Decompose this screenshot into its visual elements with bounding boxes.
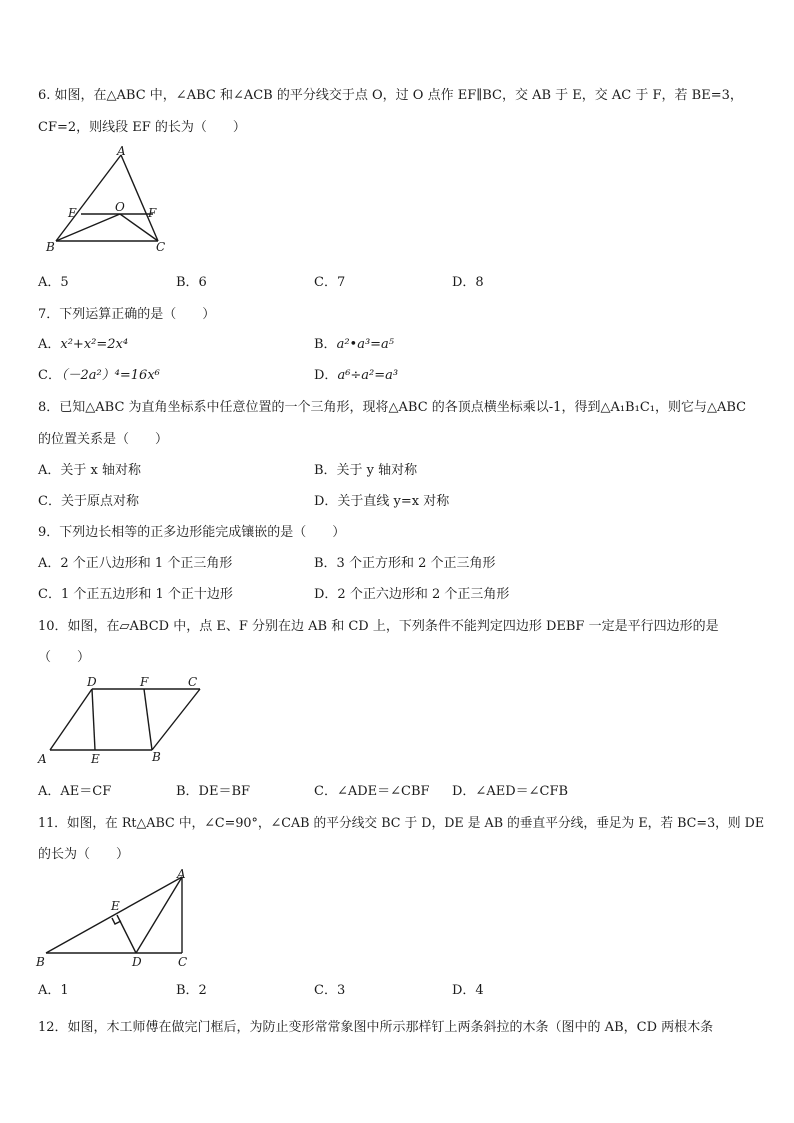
q8-option-a[interactable]: A．关于 x 轴对称 [38,463,141,478]
q6-stem-line2: CF=2，则线段 EF 的长为（ ） [38,120,246,135]
q6-triangle-figure [40,145,180,260]
q7-option-d-label: D． [314,368,338,383]
q10-option-a[interactable]: A．AE＝CF [38,784,112,799]
q11-label-d: D [132,955,142,969]
q7-option-a-label: A． [38,337,61,352]
q10-parallelogram-figure [32,672,212,767]
q10-option-b[interactable]: B．DE＝BF [176,784,251,799]
q10-option-c[interactable]: C．∠ADE＝∠CBF [314,784,430,799]
q10-label-b: B [152,750,161,764]
q10-stem-line1: 10．如图，在▱ABCD 中，点 E、F 分别在边 AB 和 CD 上，下列条件不能判定四边形 DEBF 一定是平行四边形的是 [38,619,719,634]
q10-label-e: E [91,752,100,766]
q6-label-c: C [156,240,166,254]
q11-stem-line1: 11．如图，在 Rt△ABC 中，∠C=90°，∠CAB 的平分线交 BC 于 D，DE 是 AB 的垂直平分线，垂足为 E，若 BC=3，则 DE [38,816,765,831]
q8-option-b[interactable]: B．关于 y 轴对称 [314,463,418,478]
q7-stem: 7．下列运算正确的是（ ） [38,307,216,322]
q6-stem-line1: 6. 如图，在△ABC 中，∠ABC 和∠ACB 的平分线交于点 O，过 O 点作 EF∥BC，交 AB 于 E，交 AC 于 F，若 BE=3， [38,88,743,103]
q8-option-c[interactable]: C．关于原点对称 [38,494,139,509]
q11-label-b: B [36,955,45,969]
q10-label-c: C [188,675,198,689]
q6-option-c[interactable]: C．7 [314,275,346,290]
q10-option-d[interactable]: D．∠AED＝∠CFB [452,784,569,799]
q10-stem-line2: （ ） [38,650,91,665]
q9-option-a[interactable]: A．2 个正八边形和 1 个正三角形 [38,556,233,571]
q6-label-b: B [46,240,55,254]
q11-stem-line2: 的长为（ ） [38,847,130,862]
q8-stem-line2: 的位置关系是（ ） [38,432,169,447]
q7-option-a[interactable] [38,333,128,352]
q11-option-b[interactable]: B．2 [176,983,207,998]
q7-option-d[interactable] [314,364,398,383]
q11-label-e: E [111,899,120,913]
q7-option-a-expr: x²+x²=2x⁴ [60,337,129,352]
q7-option-b-label: B． [314,337,337,352]
q9-option-c[interactable]: C．1 个正五边形和 1 个正十边形 [38,587,233,602]
q12-stem-line1: 12．如图，木工师傅在做完门框后，为防止变形常常象图中所示那样钉上两条斜拉的木条（图中的 AB，CD 两根木条 [38,1020,714,1035]
q8-option-d[interactable]: D．关于直线 y=x 对称 [314,494,450,509]
q6-label-a: A [117,144,126,158]
q9-stem: 9．下列边长相等的正多边形能完成镶嵌的是（ ） [38,525,346,540]
q7-option-c[interactable] [38,364,160,383]
q10-label-d: D [87,675,97,689]
q6-label-e: E [68,206,77,220]
q11-option-c[interactable]: C．3 [314,983,346,998]
q11-label-c: C [178,955,188,969]
q6-option-d[interactable]: D．8 [452,275,484,290]
q7-option-c-label: C． [38,368,61,383]
q7-option-b-expr: a²•a³=a⁵ [336,337,395,352]
q10-label-f: F [140,675,149,689]
q6-label-o: O [115,200,125,214]
q7-option-c-expr: （－2a²）⁴=16x⁶ [60,368,160,383]
q6-option-a[interactable]: A．5 [38,275,69,290]
q10-label-a: A [38,752,47,766]
q8-stem-line1: 8．已知△ABC 为直角坐标系中任意位置的一个三角形，现将△ABC 的各顶点横坐标乘以-1，得到△A₁B₁C₁，则它与△ABC [38,400,747,415]
q6-label-f: F [148,206,157,220]
q7-option-d-expr: a⁶÷a²=a³ [337,368,399,383]
q11-option-a[interactable]: A．1 [38,983,69,998]
q7-option-b[interactable] [314,333,394,352]
q6-option-b[interactable]: B．6 [176,275,207,290]
q9-option-b[interactable]: B．3 个正方形和 2 个正三角形 [314,556,496,571]
q11-right-triangle-figure [32,867,202,972]
q11-option-d[interactable]: D．4 [452,983,484,998]
q11-label-a: A [177,867,186,881]
q9-option-d[interactable]: D．2 个正六边形和 2 个正三角形 [314,587,510,602]
